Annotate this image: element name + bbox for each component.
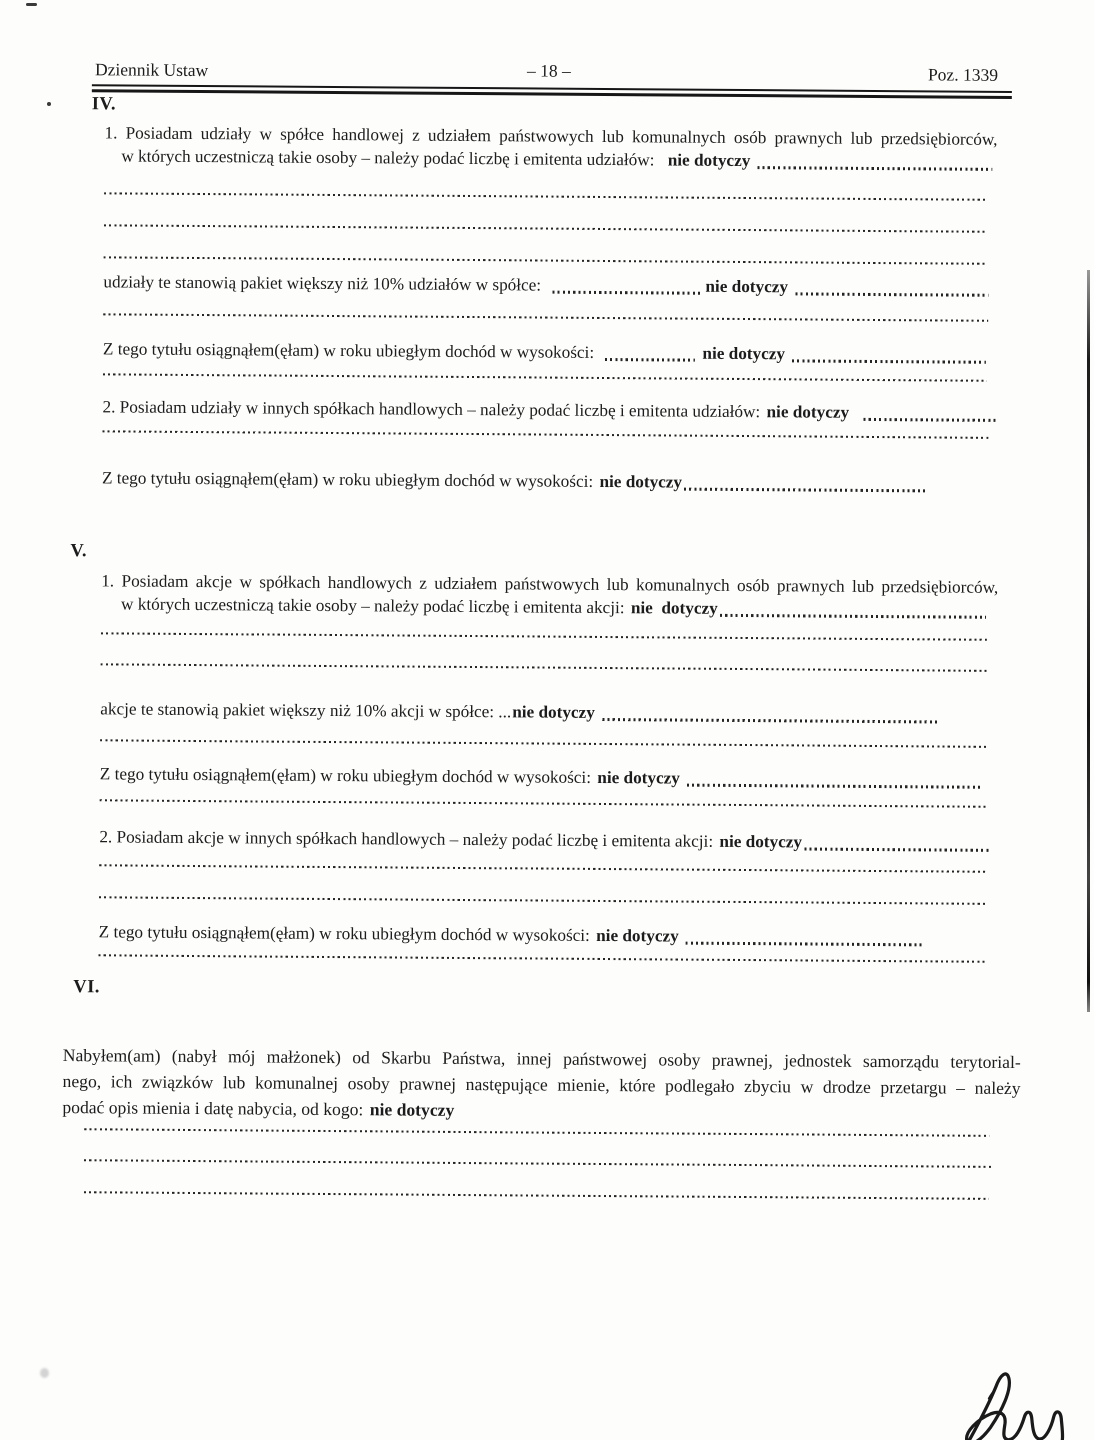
v-pakiet-value: nie dotyczy: [512, 702, 595, 722]
iv-item2-line: [102, 396, 997, 425]
vi-prompt: podać opis mienia i datę nabycia, od kogo:: [62, 1097, 368, 1120]
dotted-leader: [757, 166, 992, 170]
dotted-leader: [605, 358, 695, 361]
v-pakiet-prompt: akcje te stanowią pakiet większy niż 10% akcji w spółce: ...: [100, 699, 512, 722]
dotted-fill-line: [104, 192, 987, 201]
iv-pakiet-prompt: udziały te stanowią pakiet większy niż 10% udziałów w spółce:: [103, 272, 546, 295]
position-number: Poz. 1339: [927, 64, 999, 85]
iv-income2-line: [102, 467, 930, 495]
v-income1-line: [100, 763, 983, 791]
v-item1-line1: 1. Posiadam akcje w spółkach handlowych z udziałem państwowych lub komunalnych osób prawnych lub przedsiębiorców,: [101, 571, 999, 597]
iv-income1-prompt: Z tego tytułu osiągnąłem(ęłam) w roku ubiegłym dochód w wysokości:: [102, 339, 599, 362]
v-income1-value: nie dotyczy: [597, 767, 680, 788]
dotted-leader: [684, 488, 928, 492]
dotted-fill-line: [103, 313, 988, 322]
dotted-fill-line: [99, 864, 985, 873]
v-item2-value: nie dotyczy: [719, 831, 803, 852]
iv-item1-value: nie dotyczy: [667, 150, 751, 171]
dotted-fill-line: [103, 373, 987, 382]
section-iv-label: IV.: [91, 94, 117, 115]
iv-income2-value: nie dotyczy: [599, 471, 683, 492]
dotted-fill-line: [100, 799, 986, 808]
iv-pakiet-line: [103, 271, 990, 300]
dotted-fill-line: [104, 224, 987, 233]
dotted-leader: [795, 293, 988, 297]
scan-smudge: [40, 1368, 49, 1378]
iv-income1-value: nie dotyczy: [702, 343, 786, 364]
dotted-fill-line: [99, 896, 988, 905]
dotted-fill-line: [102, 430, 988, 439]
iv-income1-line: [103, 338, 988, 366]
dotted-fill-line: [84, 1128, 989, 1137]
iv-income2-prompt: Z tego tytułu osiągnąłem(ęłam) w roku ubiegłym dochód w wysokości:: [101, 468, 598, 491]
vi-paragraph-line3: [62, 1094, 662, 1124]
iv-item1-line1: 1. Posiadam udziały w spółce handlowej z udziałem państwowych lub komunalnych osób prawnych lub przedsiębiorców,: [104, 123, 998, 149]
dotted-leader: [720, 614, 986, 618]
iv-item1-prompt: w których uczestniczą takie osoby – należy podać liczbę i emitenta udziałów:: [121, 146, 659, 170]
v-income2-value: nie dotyczy: [596, 925, 679, 946]
dotted-fill-line: [84, 1159, 991, 1168]
dotted-leader: [686, 942, 925, 946]
section-v-label: V.: [70, 541, 88, 562]
v-pakiet-line: [100, 698, 940, 726]
scan-artifact-line: [1087, 270, 1090, 1012]
v-item1-prompt: w których uczestniczą takie osoby – należy podać liczbę i emitenta akcji:: [121, 594, 629, 618]
dotted-leader: [687, 784, 981, 789]
v-income1-prompt: Z tego tytułu osiągnąłem(ęłam) w roku ubiegłym dochód w wysokości:: [99, 764, 596, 787]
section-vi-label: VI.: [73, 977, 101, 998]
vi-paragraph-line1: Nabyłem(am) (nabył mój małżonek) od Skarbu Państwa, innej państwowej osoby prawnej, jednostek samorządu terytorial-: [62, 1045, 1021, 1073]
page-number: – 18 –: [526, 60, 571, 81]
iv-pakiet-value: nie dotyczy: [705, 276, 789, 297]
dotted-leader: [804, 848, 990, 852]
journal-title: Dziennik Ustaw: [94, 59, 209, 81]
v-item1-value: nie dotyczy: [630, 598, 718, 618]
handwritten-signature: [888, 1352, 1079, 1440]
dotted-leader: [863, 418, 995, 421]
ink-speck: [26, 3, 37, 6]
dotted-fill-line: [101, 632, 987, 641]
dotted-fill-line: [84, 1191, 989, 1200]
dotted-leader: [602, 718, 938, 723]
dotted-leader: [792, 359, 986, 363]
iv-item2-value: nie dotyczy: [766, 402, 850, 422]
v-income2-line: [99, 921, 927, 949]
ink-speck: [47, 102, 51, 106]
v-income2-prompt: Z tego tytułu osiągnąłem(ęłam) w roku ubiegłym dochód w wysokości:: [98, 922, 595, 945]
dotted-fill-line: [100, 739, 988, 748]
v-item2-prompt: 2. Posiadam akcje w innych spółkach handlowych – należy podać liczbę i emitenta akcji:: [99, 827, 718, 851]
vi-value: nie dotyczy: [369, 1099, 455, 1120]
iv-item2-prompt: 2. Posiadam udziały w innych spółkach handlowych – należy podać liczbę i emitenta udziałów:: [102, 397, 765, 422]
dotted-fill-line: [104, 256, 987, 265]
dotted-leader: [552, 291, 700, 294]
v-item2-line: [99, 826, 992, 855]
dotted-fill-line: [99, 954, 986, 963]
dotted-fill-line: [101, 663, 988, 672]
vi-paragraph-line2: nego, ich związków lub komunalnej osoby prawnej następujące mienie, które podlegało zbyciu w drodze przetargu – należy: [62, 1071, 1021, 1099]
